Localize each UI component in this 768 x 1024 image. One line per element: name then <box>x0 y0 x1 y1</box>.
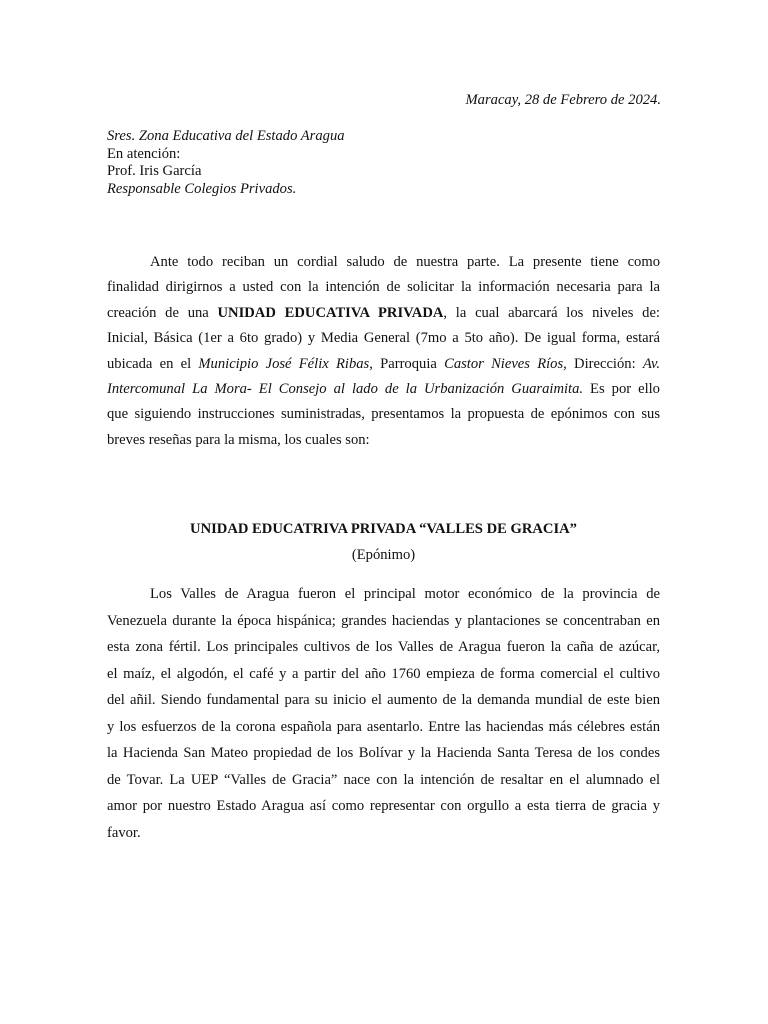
eponym-line-8: de Tovar. La UEP “Valles de Gracia” nace con la intención de resaltar en el alumnado el <box>107 771 660 788</box>
recipient-block <box>107 128 345 198</box>
parish-name: Castor Nieves Ríos <box>444 355 564 372</box>
eponym-line-1: Los Valles de Aragua fueron el principal motor económico de la provincia de <box>150 586 660 602</box>
eponym-line-10: favor. <box>107 824 141 841</box>
municipality-name: Municipio José Félix Ribas <box>198 355 370 372</box>
eponym-paragraph <box>107 581 660 846</box>
intro-line-1: Ante todo reciban un cordial saludo de nuestra parte. La presente tiene como <box>150 254 660 270</box>
letter-date: Maracay, 28 de Febrero de 2024. <box>465 92 661 108</box>
intro-text: ubicada en el <box>107 355 199 372</box>
intro-line-8: breves reseñas para la misma, los cuales son: <box>107 431 370 448</box>
intro-line-7: que siguiendo instrucciones suministradas, presentamos la propuesta de epónimos con sus <box>107 406 660 423</box>
recipient-organization: Sres. Zona Educativa del Estado Aragua <box>107 128 345 144</box>
address-text: Intercomunal La Mora- El Consejo al lado de la Urbanización Guaraimita. <box>107 381 584 398</box>
section-subtitle: (Epónimo) <box>351 547 416 563</box>
intro-line-5 <box>107 352 660 377</box>
institution-type-bold: UNIDAD EDUCATIVA PRIVADA <box>217 304 444 321</box>
intro-text: , Dirección: <box>563 355 643 372</box>
intro-text: Es por ello <box>583 381 660 398</box>
attention-label: En atención: <box>107 145 181 162</box>
intro-line-4: Inicial, Básica (1er a 6to grado) y Media General (7mo a 5to año). De igual forma, estará <box>107 330 660 347</box>
intro-line-6 <box>107 377 660 402</box>
section-title: UNIDAD EDUCATRIVA PRIVADA “VALLES DE GRACIA” <box>190 521 577 537</box>
eponym-line-6: y los esfuerzos de la corona española para asentarlo. Entre las haciendas más célebres están <box>107 718 660 735</box>
eponym-line-4: el maíz, el algodón, el café y a partir del año 1760 empieza de forma comercial el cultivo <box>107 665 660 682</box>
recipient-name: Prof. Iris García <box>107 163 202 179</box>
intro-line-3 <box>107 301 660 326</box>
eponym-line-9: amor por nuestro Estado Aragua así como representar con orgullo a esta tierra de gracia y <box>107 798 660 814</box>
eponym-line-3: esta zona fértil. Los principales cultivos de los Valles de Aragua fueron la caña de azúcar, <box>107 639 660 655</box>
intro-text: , Parroquia <box>369 355 445 372</box>
intro-line-2: finalidad dirigirnos a usted con la intención de solicitar la información necesaria para la <box>107 279 660 296</box>
eponym-line-5: del añil. Siendo fundamental para su inicio el aumento de la demanda mundial de este bien <box>107 692 660 708</box>
recipient-role: Responsable Colegios Privados. <box>107 180 297 197</box>
address-start: Av. <box>642 355 661 372</box>
intro-text: , la cual abarcará los niveles de: <box>443 304 660 321</box>
eponym-line-2: Venezuela durante la época hispánica; grandes haciendas y plantaciones se concentraban en <box>107 612 660 629</box>
intro-text: creación de una <box>107 304 218 321</box>
eponym-line-7: la Hacienda San Mateo propiedad de los Bolívar y la Hacienda Santa Teresa de los condes <box>107 745 660 761</box>
intro-paragraph <box>107 250 660 453</box>
